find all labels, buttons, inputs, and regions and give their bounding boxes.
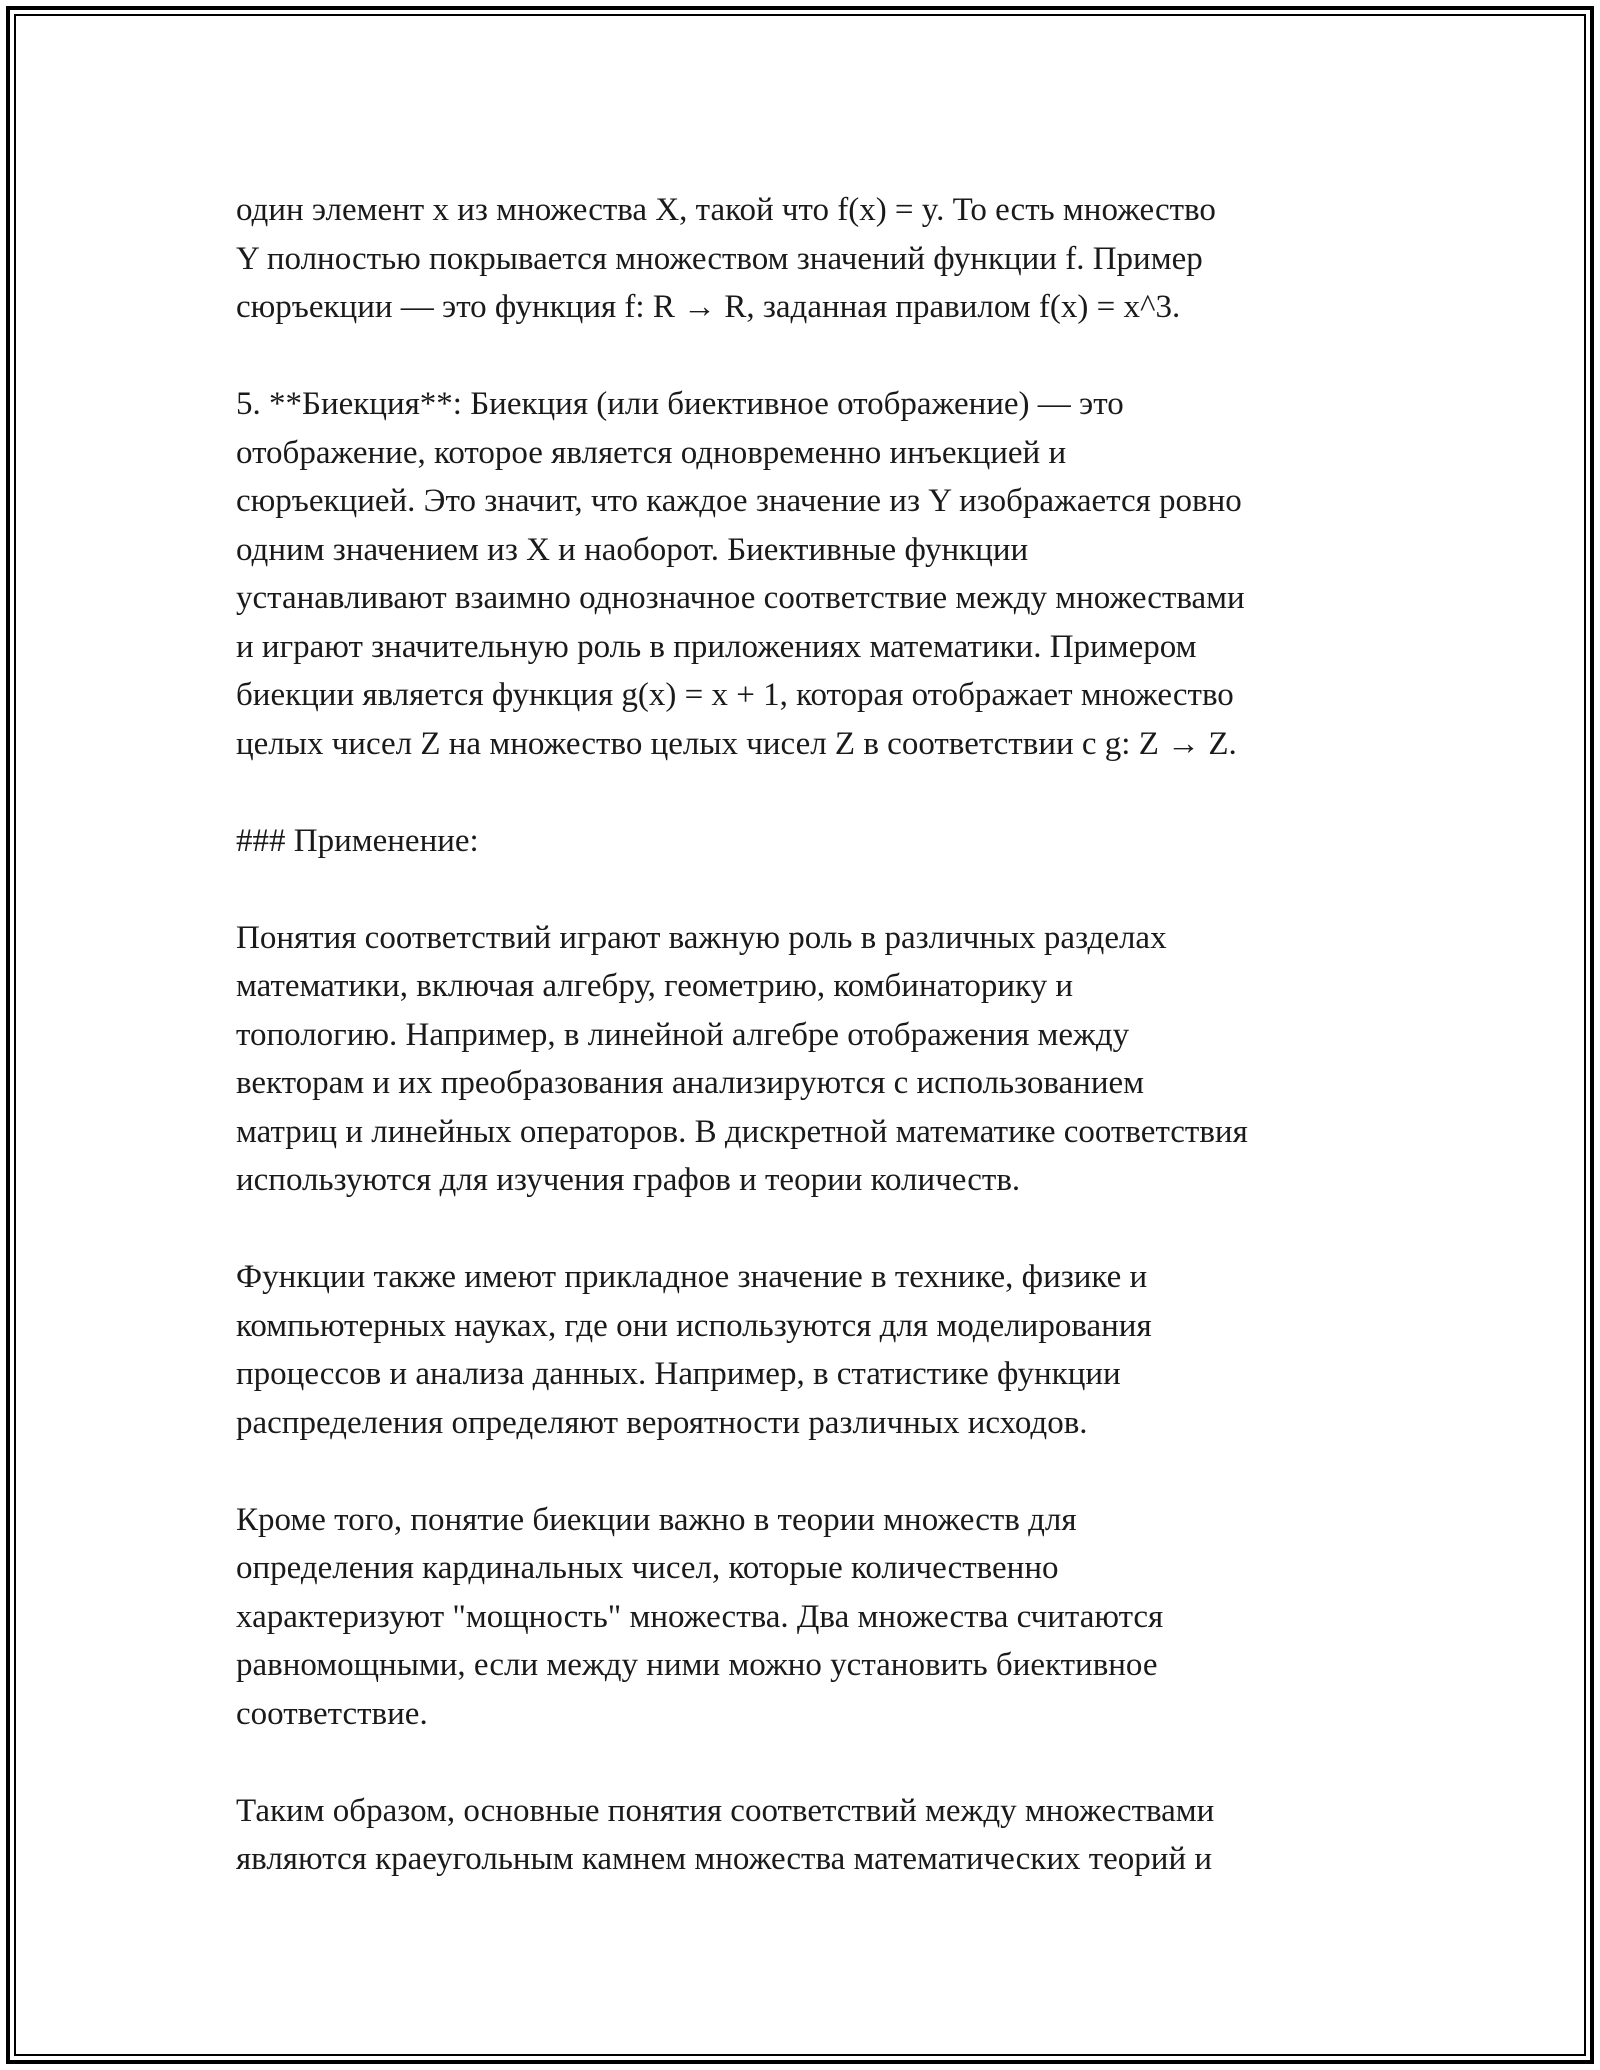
paragraph-gap xyxy=(236,332,1386,381)
paragraph-bijection xyxy=(236,380,1386,768)
paragraph-gap xyxy=(236,1447,1386,1496)
text-line: процессов и анализа данных. Например, в статистике функции xyxy=(236,1356,1121,1392)
paragraph-gap xyxy=(236,1205,1386,1254)
paragraph-cardinality xyxy=(236,1496,1386,1739)
paragraph-surjection-end xyxy=(236,186,1386,332)
paragraph-conclusion xyxy=(236,1787,1386,1884)
text-line: один элемент x из множества X, такой что f(x) = y. То есть множество xyxy=(236,192,1216,228)
text-line: компьютерных науках, где они используются для моделирования xyxy=(236,1307,1152,1344)
text-line: равномощными, если между ними можно установить биективное xyxy=(236,1647,1158,1683)
text-line: матриц и линейных операторов. В дискретной математике соответствия xyxy=(236,1113,1248,1150)
text-line: соответствие. xyxy=(236,1695,428,1732)
text-line: определения кардинальных чисел, которые количественно xyxy=(236,1550,1059,1586)
text-line: являются краеугольным камнем множества математических теорий и xyxy=(236,1841,1213,1877)
text-line: распределения определяют вероятности различных исходов. xyxy=(236,1404,1088,1441)
document-body xyxy=(236,186,1386,1884)
text-line: Таким образом, основные понятия соответствий между множествами xyxy=(236,1792,1215,1829)
text-line: Функции также имеют прикладное значение в технике, физике и xyxy=(236,1259,1148,1295)
text-line: сюръекцией. Это значит, что каждое значение из Y изображается ровно xyxy=(236,483,1242,519)
text-line: характеризуют "мощность" множества. Два множества считаются xyxy=(236,1598,1164,1635)
text-line: сюръекции — это функция f: R → R, заданная правилом f(x) = x^3. xyxy=(236,289,1181,325)
text-line: топологию. Например, в линейной алгебре отображения между xyxy=(236,1016,1130,1053)
heading-line: ### Применение: xyxy=(236,822,479,859)
text-line: устанавливают взаимно однозначное соответствие между множествами xyxy=(236,580,1245,616)
text-line: Кроме того, понятие биекции важно в теории множеств для xyxy=(236,1501,1077,1538)
text-line: Понятия соответствий играют важную роль в различных разделах xyxy=(236,919,1167,956)
text-line: 5. **Биекция**: Биекция (или биективное отображение) — это xyxy=(236,386,1124,422)
paragraph-gap xyxy=(236,865,1386,914)
text-line: векторам и их преобразования анализируются с использованием xyxy=(236,1065,1145,1101)
paragraph-gap xyxy=(236,768,1386,817)
text-line: отображение, которое является одновременно инъекцией и xyxy=(236,434,1067,471)
text-line: используются для изучения графов и теории количеств. xyxy=(236,1162,1021,1198)
text-line: математики, включая алгебру, геометрию, комбинаторику и xyxy=(236,968,1074,1004)
paragraph-applied-functions xyxy=(236,1253,1386,1447)
paragraph-gap xyxy=(236,1738,1386,1787)
text-line: одним значением из X и наоборот. Биективные функции xyxy=(236,531,1029,568)
text-line: и играют значительную роль в приложениях математики. Примером xyxy=(236,628,1197,665)
text-line: целых чисел Z на множество целых чисел Z в соответствии с g: Z → Z. xyxy=(236,725,1237,762)
paragraph-correspondences-role xyxy=(236,914,1386,1205)
text-line: Y полностью покрывается множеством значений функции f. Пример xyxy=(236,240,1203,277)
text-line: биекции является функция g(x) = x + 1, которая отображает множество xyxy=(236,677,1234,713)
section-heading-application xyxy=(236,817,1386,866)
